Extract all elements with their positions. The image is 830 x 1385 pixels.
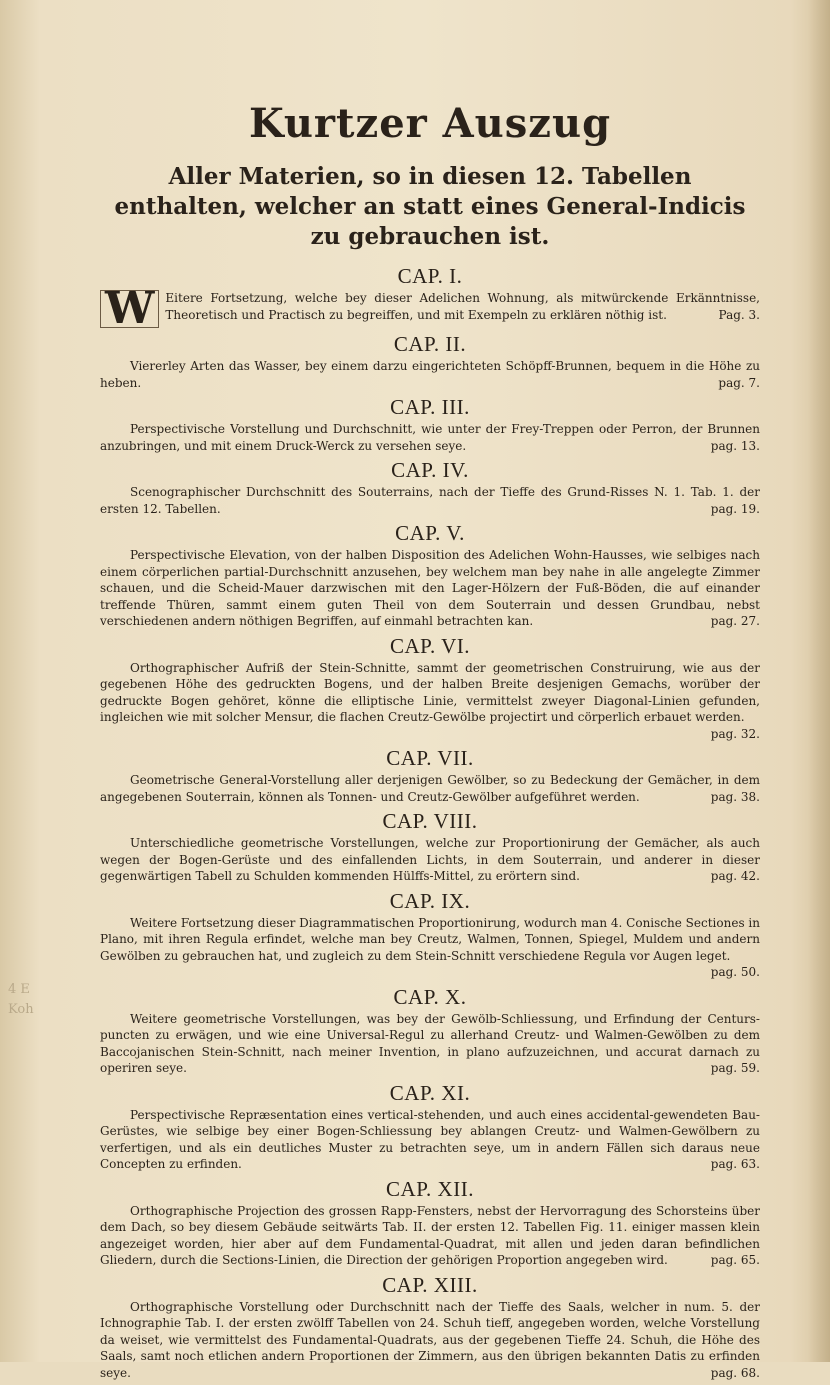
drop-cap-initial: W: [100, 290, 159, 328]
chapter-section: [100, 395, 760, 454]
chapter-summary: [100, 484, 760, 517]
chapter-summary-text: Perspectivische Elevation, von der halben Disposition des Adelichen Wohn-Hausses, wie selbiges nach einem cörperlichen partial-Durchschnitt anzusehen, bey welchem man bey nahe in alle angelegte Zimmer schauen, und die Scheid-Mauer darzwischen mit den Lager-Hölzern der Fuß-Böden, die auf einander treffende Thüren, sammt einem guten Theil von dem Souterrain und dessen Grundbau, nebst verschiedenen andern nöthigen Begriffen, auf einmahl betrachten kan.: [100, 548, 760, 628]
chapter-summary-text: Unterschiedliche geometrische Vorstellungen, welche zur Proportionirung der Gemächer, als auch wegen der Bogen-Gerüste und des einfallenden Lichts, in dem Souterrain, und anderer in dieser gegenwärtigen Tabell zu Schulden kommenden Hülffs-Mittel, zu erörtern sind.: [100, 836, 760, 883]
chapter-summary-text: Perspectivische Vorstellung und Durchschnitt, wie unter der Frey-Treppen oder Perron, der Brunnen anzubringen, und mit einem Druck-Werck zu versehen seye.: [100, 422, 760, 453]
page-subtitle: Aller Materien, so in diesen 12. Tabellen enthalten, welcher an statt eines General-Indicis zu gebrauchen ist.: [114, 163, 746, 250]
page-reference: pag. 42.: [710, 869, 760, 883]
chapter-heading: CAP. IV.: [391, 458, 469, 482]
page-title: Kurtzer Auszug: [248, 100, 612, 147]
chapter-heading: CAP. VII.: [386, 746, 474, 770]
chapter-summary: [100, 1299, 760, 1382]
chapter-section: [100, 634, 760, 743]
chapter-summary: [100, 421, 760, 454]
chapter-summary-text: Orthographischer Aufriß der Stein-Schnitte, sammt der geometrischen Construirung, wie aus der gegebenen Höhe des gedruckten Bogens, und der halben Breite desjenigen Gemachs, worüber der gedruckte Bogen gehöret, könne die elliptische Linie, vermittelst zweyer Diagonal-Linien gefunden, ingleichen wie mit solcher Mensur, die flachen Creutz-Gewölbe projectirt und cörperlich erbauet werden.: [100, 660, 760, 724]
margin-note: 4 E Koh: [8, 982, 34, 1017]
chapter-summary: [100, 283, 760, 334]
chapter-heading: CAP. II.: [393, 332, 467, 356]
page-reference: pag. 38.: [710, 789, 760, 804]
chapter-section: [100, 985, 760, 1077]
chapter-section: [100, 521, 760, 630]
page-reference: pag. 32.: [710, 726, 760, 741]
chapter-summary: [100, 1203, 760, 1269]
chapter-summary: [100, 1011, 760, 1077]
chapter-section: [100, 889, 760, 981]
chapter-section: [100, 809, 760, 885]
chapter-section: [100, 1177, 760, 1269]
chapter-heading: CAP. XII.: [386, 1176, 474, 1201]
chapter-section: [100, 1273, 760, 1382]
chapter-heading: CAP. XIII.: [382, 1272, 478, 1297]
chapter-summary: [100, 915, 760, 981]
chapter-summary-text: Weitere geometrische Vorstellungen, was bey der Gewölb-Schliessung, und Erfindung der Centurs-puncten zu erwägen, und wie eine Universal-Regul zu allerhand Creutz- und Walmen-Gewölben zu dem Baccojanischen Stein-Schnitt, nach meiner Invention, in plano aufzuzeichnen, und accurat darnach zu operiren seye.: [100, 1011, 760, 1075]
chapter-heading: CAP. XI.: [389, 1080, 471, 1105]
chapter-heading: CAP. V.: [395, 521, 465, 545]
page-reference: pag. 68.: [710, 1365, 760, 1380]
chapter-list: [100, 264, 760, 1381]
page-reference: pag. 59.: [710, 1061, 760, 1075]
chapter-summary: [100, 835, 760, 885]
chapter-heading: CAP. I.: [397, 264, 463, 288]
chapter-summary: [100, 660, 760, 743]
chapter-section: [100, 332, 760, 391]
chapter-heading: CAP. X.: [393, 984, 467, 1009]
chapter-summary-text: Orthographische Vorstellung oder Durchschnitt nach der Tieffe des Saals, welcher in num. 5. der Ichnographie Tab. I. der ersten zwölff Tabellen von 24. Schuh tieff, angegeben worden, welche Vorstellung da weiset, wie vermittelst des Fundamental-Quadrats, aus der gegebenen Tieffe 24. Schuh, die Höhe des Saals, samt noch etlichen andern Proportionen der Zimmern, aus den übrigen bekannten Datis zu erfinden seye.: [100, 1299, 760, 1380]
chapter-summary-text: Orthographische Projection des grossen Rapp-Fensters, nebst der Hervorragung des Schorsteins über dem Dach, so bey diesem Gebäude seitwärts Tab. II. der ersten 12. Tabellen Fig. 11. einiger massen klein angezeiget worden, hier aber auf dem Fundamental-Quadrat, mit allen und jeden daran befindlichen Gliedern, durch die Sections-Linien, die Direction der gehörigen Proportion angegeben wird.: [100, 1203, 760, 1267]
chapter-summary-text: Viererley Arten das Wasser, bey einem darzu eingerichteten Schöpff-Brunnen, bequem in die Höhe zu heben.: [100, 359, 760, 390]
chapter-summary: [100, 547, 760, 630]
chapter-section: [100, 1081, 760, 1173]
page-reference: pag. 65.: [710, 1253, 760, 1267]
page-reference: pag. 27.: [710, 614, 760, 628]
chapter-summary-text: Geometrische General-Vorstellung aller derjenigen Gewölber, so zu Bedeckung der Gemächer, in dem angegebenen Souterrain, können als Tonnen- und Creutz-Gewölber aufgeführet werden.: [100, 773, 760, 804]
page-reference: pag. 50.: [710, 965, 760, 979]
chapter-section: [100, 746, 760, 805]
chapter-summary: [100, 358, 760, 391]
page-reference: pag. 7.: [718, 375, 760, 390]
page-reference: pag. 19.: [710, 501, 760, 516]
page-reference: pag. 13.: [710, 438, 760, 453]
chapter-summary-text: Scenographischer Durchschnitt des Souterrains, nach der Tieffe des Grund-Risses N. 1. Tab. 1. der ersten 12. Tabellen.: [100, 485, 760, 516]
chapter-summary: [100, 1107, 760, 1173]
chapter-summary: [100, 772, 760, 805]
chapter-summary-text: Weitere Fortsetzung dieser Diagrammatischen Proportionirung, wodurch man 4. Conische Sectiones in Plano, mit ihren Regula erfindet, welche man bey Creutz, Walmen, Tonnen, Spiegel, Muldem und andern Gewölben zu gebrauchen hat, und zugleich zu dem Stein-Schnitt verschiedene Regula vor Augen leget.: [100, 915, 760, 963]
chapter-section: [100, 458, 760, 517]
page-reference: pag. 63.: [710, 1157, 760, 1171]
chapter-summary-text: Eitere Fortsetzung, welche bey dieser Adelichen Wohnung, als mitwürckende Erkänntnisse, Theoretisch und Practisch zu begreiffen, und mit Exempeln zu erklären nöthig ist.: [165, 291, 760, 322]
page-edge-shadow: [808, 0, 830, 1362]
chapter-heading: CAP. VIII.: [382, 809, 478, 833]
chapter-summary-text: Perspectivische Repræsentation eines vertical-stehenden, und auch eines accidental-gewendeten Bau-Gerüstes, wie selbige bey einer Bogen-Schliessung bey ablangen Creutz- und Walmen-Gewölbern zu verfertigen, und als ein deutliches Muster zu betrachten seye, um in andern Fällen sich daraus neue Concepten zu erfinden.: [100, 1107, 760, 1171]
chapter-heading: CAP. VI.: [389, 633, 471, 658]
page-reference: Pag. 3.: [718, 307, 760, 322]
chapter-heading: CAP. III.: [390, 395, 470, 419]
document-content: [100, 100, 760, 1385]
chapter-heading: CAP. IX.: [389, 888, 471, 913]
chapter-section: [100, 264, 760, 334]
